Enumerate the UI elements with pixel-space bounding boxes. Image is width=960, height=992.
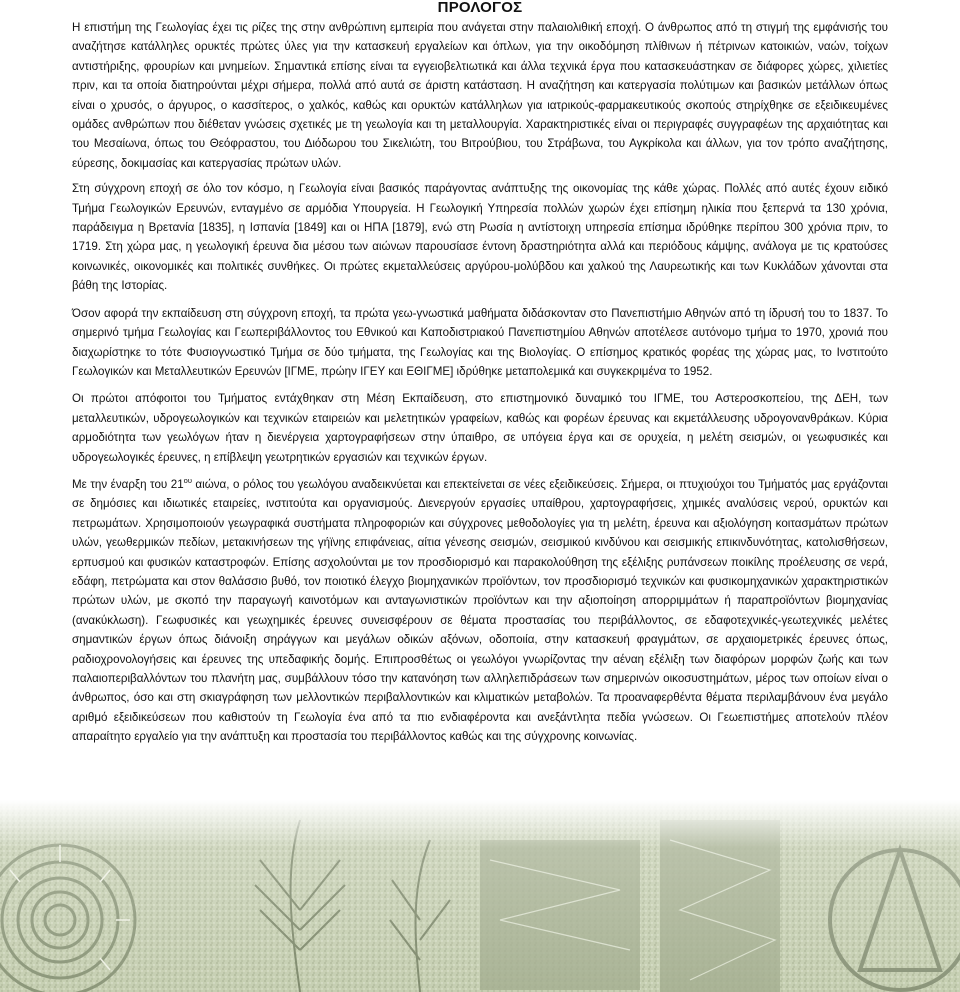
paragraph-graduates: Οι πρώτοι απόφοιτοι του Τμήματος εντάχθηκαν στη Μέση Εκπαίδευση, στο επιστημονικό δυναμικό του ΙΓΜΕ, του Αστεροσκοπείου, της ΔΕΗ, των μεταλλευτικών, υδρογεωλογικών και τεχνικών εταιρειών και μελετητικών γραφείων, καθώς και φορέων έρευνας και εκμετάλλευσης υδρογονανθράκων. Κύρια αρμοδιότητα των γεωλόγων ήταν η διενέργεια χαρτογραφήσεων στην ύπαιθρο, σε υπόγεια έργα και σε ορυχεία, η μελέτη σεισμών, οι γεωφυσικές και υδρογεωλογικές έρευνες, η επίβλεψη γεωτρητικών εργασιών και τεχνικών έργων.: [72, 392, 888, 464]
preface-body: [72, 18, 888, 755]
paragraph-education: Όσον αφορά την εκπαίδευση στη σύγχρονη εποχή, τα πρώτα γεω-γνωστικά μαθήματα διδάσκονταν στο Πανεπιστήμιο Αθηνών από τη ίδρυσή του το 1837. Το σημερινό τμήμα Γεωλογίας και Γεωπεριβάλλοντος του Εθνικού και Καποδιστριακού Πανεπιστημίου Αθηνών αποτέλεσε αυτόνομο τμήμα το 1970, χρονιά που διαχωρίστηκε το τότε Φυσιογνωστικό Τμήμα σε δύο τμήματα, της Γεωλογίας και της Βιολογίας. Ο επίσημος κρατικός φορέας της χώρας μας, το Ινστιτούτο Γεωλογικών και Μεταλλευτικών Ερευνών [ΙΓΜΕ, πρώην ΙΓΕΥ και ΕΘΙΓΜΕ] ιδρύθηκε μεταπολεμικά και συγκεκριμένα το 1952.: [72, 306, 888, 378]
paragraph-21st-century-rest: αιώνα, ο ρόλος του γεωλόγου αναδεικνύεται και επεκτείνεται σε νέες εξειδικεύσεις. Σήμερα, οι πτυχιούχοι του Τμήματός μας εργάζονται σε δημόσιες και ιδιωτικές εταιρείες, ινστιτούτα και οργανισμούς. Διενεργούν εργασίες υπαίθρου, χαρτογραφήσεις, χημικές αναλύσεις νερού, ορυκτών και πετρωμάτων. Χρησιμοποιούν γεωγραφικά συστήματα πληροφοριών και σύγχρονες μεθοδολογίες για τη μελέτη, έρευνα και αξιολόγηση κοιτασμάτων πρώτων υλών, γεωθερμικών πεδίων, μετακινήσεων της γήϊνης επιφάνειας, αίτια γένεσης σεισμών, σεισμικού κινδύνου και σεισμικής επικινδυνότητας, κατολισθήσεων, ερπυσμού και φυσικών καταστροφών. Επίσης ασχολούνται με τον προσδιορισμό και παρακολούθηση της εξέλιξης ρυπάνσεων ποικίλης προέλευσης σε νερά, εδάφη, πετρώματα και στον θαλάσσιο βυθό, τον ποιοτικό έλεγχο βιομηχανικών προϊόντων, τον προσδιορισμό τεχνικών και φυσικομηχανικών χαρακτηριστικών πρώτων υλών, με σκοπό την παραγωγή καινοτόμων και ανταγωνιστικών προϊόντων και την αξιοποίηση απορριμμάτων ή παραπροϊόντων βιομηχανίας (ανακύκλωση). Γεωφυσικές και γεωχημικές έρευνες συνεισφέρουν σε θέματα προστασίας του περιβάλλοντος, σε εδαφοτεχνικές-γεωτεχνικές μελέτες σημαντικών έργων όπως διάνοιξη σηράγγων και μεγάλων οδικών αξόνων, οδοποιία, στην κατασκευή φραγμάτων, σε αρχαιομετρικές έρευνες όπως, ραδιοχρονολογήσεις και έρευνες της υπεδαφικής δομής. Επιπροσθέτως οι γεωλόγοι γνωρίζοντας την αέναη εξέλιξη των διαφόρων μορφών ζωής και των παλαιοπεριβαλλόντων του πλανήτη μας, συμβάλλουν τόσο την κατανόηση των αλληλεπιδράσεων των σημερινών οικοσυστημάτων, μέρος των οποίων είναι ο άνθρωπος, όσο και στη σκιαγράφηση των μελλοντικών περιβαλλοντικών και κλιματικών μεταβολών. Τα προαναφερθέντα θέματα περιλαμβάνουν ένα μεγάλο αριθμό εξειδικεύσεων που καθιστούν τη Γεωλογία ένα από τα πιο ενδιαφέροντα και ανεξάντλητα πεδία γνώσεων. Οι Γεωεπιστήμες αποτελούν πλέον απαραίτητο εργαλείο για την ανάπτυξη και προστασία του περιβάλλοντος καθώς και της σύγχρονης κοινωνίας.: [72, 477, 888, 744]
ordinal-superscript: ου: [183, 475, 192, 485]
fossil-collage-image: [0, 800, 960, 992]
paragraph-modern-era: Στη σύγχρονη εποχή σε όλο τον κόσμο, η Γεωλογία είναι βασικός παράγοντας ανάπτυξης της οικονομίας της κάθε χώρας. Πολλές από αυτές έχουν ειδικό Τμήμα Γεωλογικών Ερευνών, ενταγμένο σε αρμόδια Υπουργεία. Η Γεωλογική Υπηρεσία πολλών χωρών έχει επίσημη ηλικία που ξεπερνά τα 130 χρόνια, παράδειγμα η Βρετανία [1835], η Ισπανία [1849] και οι ΗΠΑ [1879], ενώ στη Ρωσία η αντίστοιχη υπηρεσία επίσημα ιδρύθηκε περίπου 300 χρόνια πριν, το 1719. Στη χώρα μας, η γεωλογική έρευνα δια μέσου των αιώνων παρουσίασε έντονη δραστηριότητα αλλά και περιόδους κάμψης, ανάλογα με τις κρατούσες κοινωνικές, οικονομικές και πολιτικές συνθήκες. Οι πρώτες εκμεταλλεύσεις αργύρου-μολύβδου και χαλκού της Λαυρεωτικής και των Κυκλάδων χάνονται στα βάθη της Ιστορίας.: [72, 182, 888, 293]
page-title: ΠΡΟΛΟΓΟΣ: [437, 0, 523, 16]
paragraph-history: Η επιστήμη της Γεωλογίας έχει τις ρίζες της στην ανθρώπινη εμπειρία που ανάγεται στην παλαιολιθική εποχή. Ο άνθρωπος από τη στιγμή της εμφάνισής του αναζήτησε κατάλληλες ορυκτές πρώτες ύλες για την κατασκευή εργαλείων και όπλων, για την οικοδόμηση πλίθινων ή πέτρινων κατοικιών, ναών, τοίχων αντιστήριξης, φρουρίων και μνημείων. Σημαντικά επίσης είναι τα εγγειοβελτιωτικά και άλλα τεχνικά έργα που κατασκευάστηκαν σε διάφορες χώρες, χιλιετίες πριν, και τα οποία διατηρούνται μέχρι σήμερα, πολλά από αυτά σε άριστη κατάσταση. Η αναζήτηση και κατεργασία πολύτιμων και βασικών μετάλλων όπως είναι ο χρυσός, ο άργυρος, ο κασσίτερος, ο χαλκός, καθώς και ορυκτών κατάλληλων για ιατρικούς-φαρμακευτικούς σκοπούς στηρίχθηκε σε εξειδικευμένες ομάδες ανθρώπων που διέθεταν γνώσεις σχετικές με τη γεωλογία και τη μεταλλουργία. Χαρακτηριστικές είναι οι περιγραφές συγγραφέων της αρχαιότητας και του Μεσαίωνα, όπως του Θεόφραστου, του Διόδωρου του Σικελιώτη, του Βιτρούβιου, του Στράβωνα, του Αγκρίκολα και άλλων, για τον τρόπο αναζήτησης, εύρεσης, δοκιμασίας και κατεργασίας πρώτων υλών.: [72, 21, 888, 170]
paragraph-21st-century: [72, 475, 888, 747]
paragraph-21st-century-start: Με την έναρξη του 21: [72, 477, 184, 491]
